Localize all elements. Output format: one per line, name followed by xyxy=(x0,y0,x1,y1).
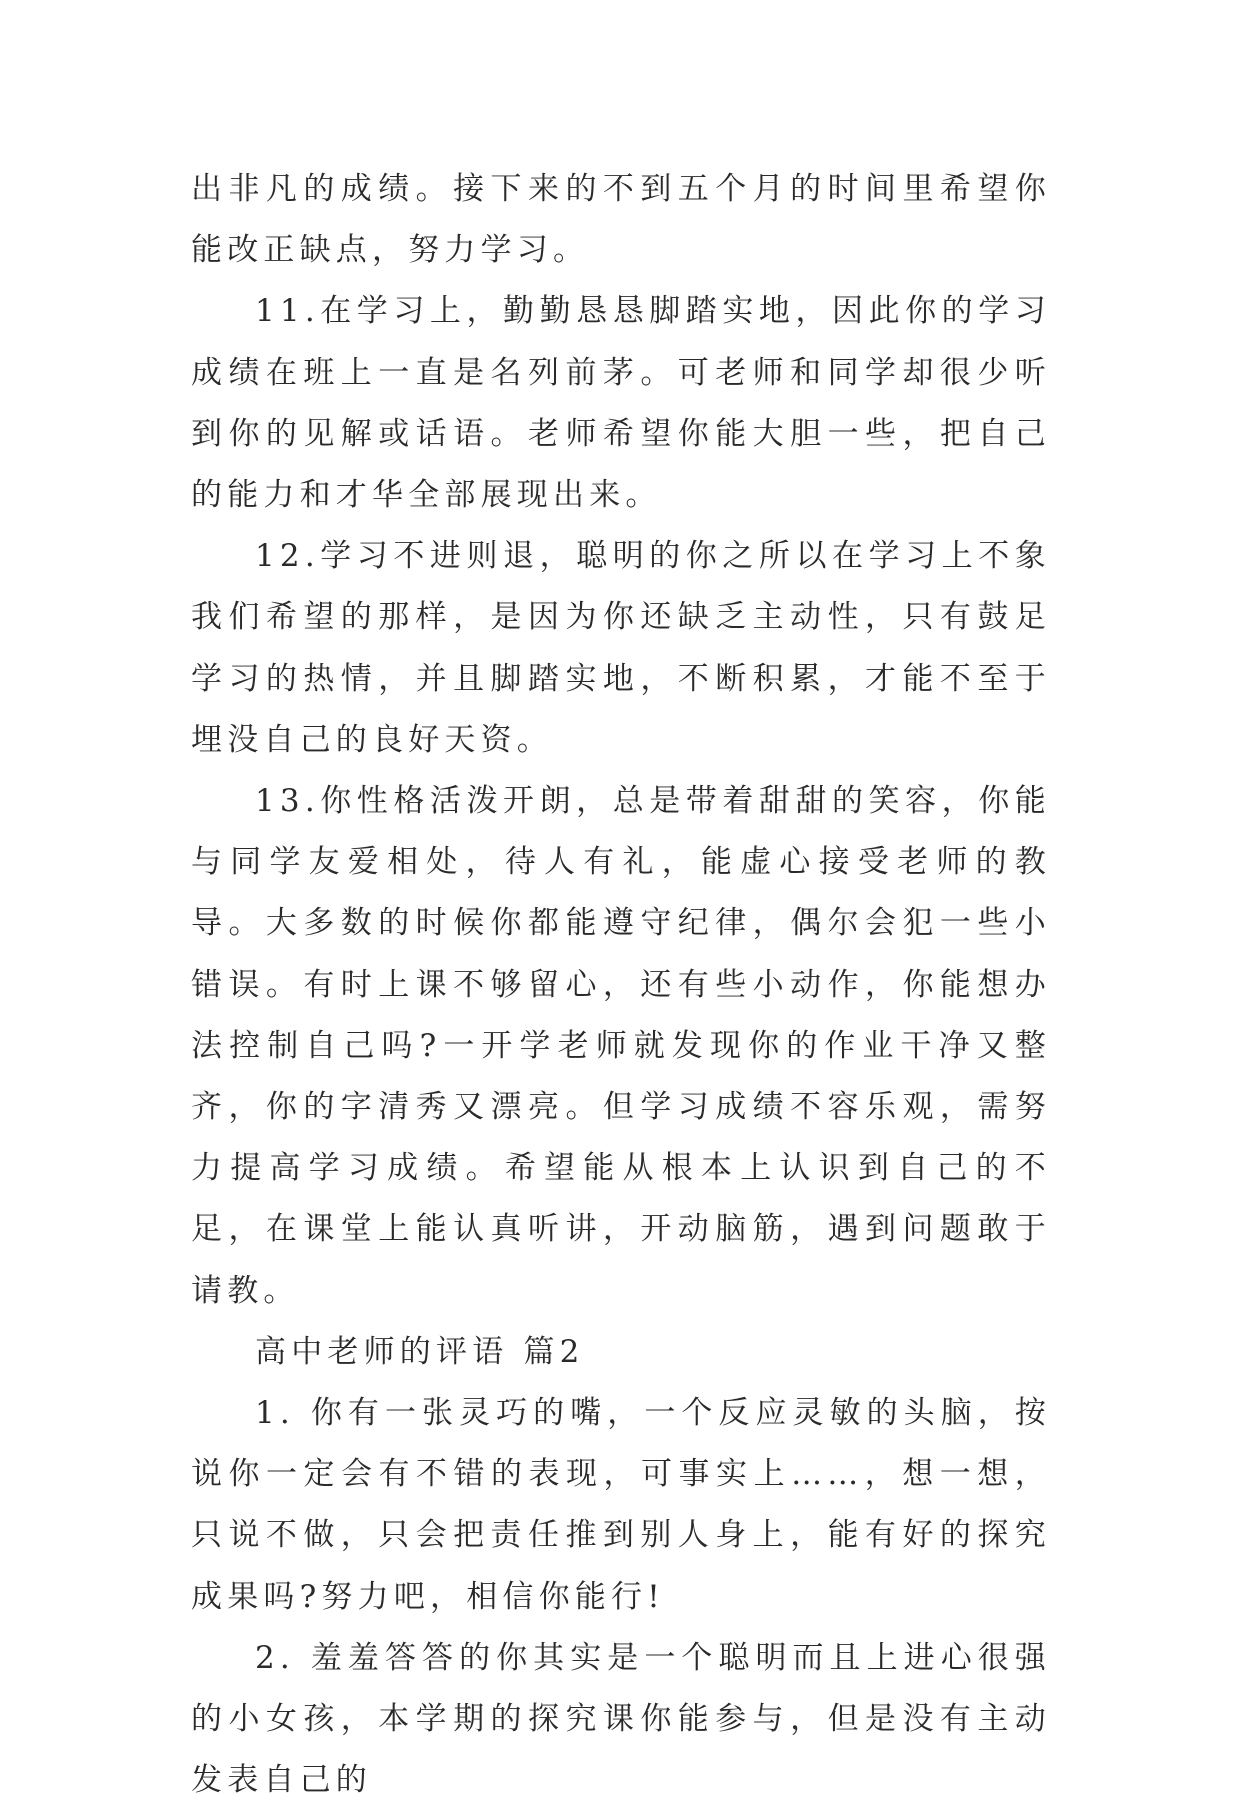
paragraph-continuation: 出非凡的成绩。接下来的不到五个月的时间里希望你能改正缺点，努力学习。 xyxy=(191,171,1051,269)
paragraph-comment-12: 12.学习不进则退，聪明的你之所以在学习上不象我们希望的那样，是因为你还缺乏主动性，只有鼓足学习的热情，并且脚踏实地，不断积累，才能不至于埋没自己的良好天资。 xyxy=(191,538,1051,758)
paragraph-comment-13: 13.你性格活泼开朗，总是带着甜甜的笑容，你能与同学友爱相处，待人有礼，能虚心接受老师的教导。大多数的时候你都能遵守纪律，偶尔会犯一些小错误。有时上课不够留心，还有些小动作，你能想办法控制自己吗?一开学老师就发现你的作业干净又整齐，你的字清秀又漂亮。但学习成绩不容乐观，需努力提高学习成绩。希望能从根本上认识到自己的不足，在课堂上能认真听讲，开动脑筋，遇到问题敢于请教。 xyxy=(191,783,1051,1309)
document-body xyxy=(191,159,1051,1811)
paragraph-section2-comment-2: 2. 羞羞答答的你其实是一个聪明而且上进心很强的小女孩，本学期的探究课你能参与，但是没有主动发表自己的 xyxy=(191,1639,1051,1799)
paragraph-comment-11: 11.在学习上，勤勤恳恳脚踏实地，因此你的学习成绩在班上一直是名列前茅。可老师和同学却很少听到你的见解或话语。老师希望你能大胆一些，把自己的能力和才华全部展现出来。 xyxy=(191,293,1051,514)
section-heading: 高中老师的评语 篇2 xyxy=(255,1333,585,1370)
paragraph-section2-comment-1: 1. 你有一张灵巧的嘴，一个反应灵敏的头脑，按说你一定会有不错的表现，可事实上……，想一想，只说不做，只会把责任推到别人身上，能有好的探究成果吗?努力吧，相信你能行! xyxy=(191,1395,1051,1615)
